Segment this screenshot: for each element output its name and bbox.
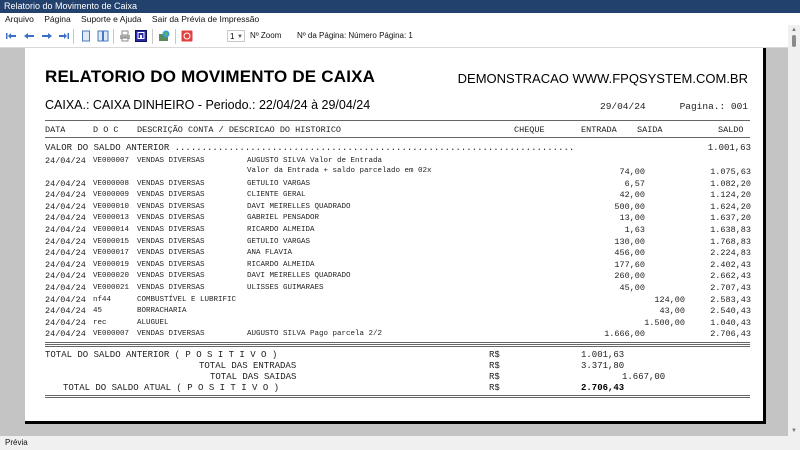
- page-number-label: Nº da Página: Número Página: 1: [297, 31, 413, 40]
- row-saldo: 2.224,83: [710, 248, 751, 259]
- row-doc: VE000007: [93, 330, 130, 339]
- row-date: 24/04/24: [45, 201, 86, 212]
- table-row: [25, 225, 766, 236]
- menu-sair-previa[interactable]: Sair da Prévia de Impressão: [151, 14, 260, 24]
- row-historico-line2: Valor da Entrada + saldo parcelado em 02x: [247, 167, 432, 175]
- prev-page-icon[interactable]: [23, 30, 35, 42]
- preview-viewport: [0, 48, 788, 436]
- table-row: [25, 156, 766, 177]
- table-row: [25, 329, 766, 340]
- row-entrada: 177,60: [614, 259, 645, 270]
- row-date: 24/04/24: [45, 283, 86, 293]
- toolbar-separator: [73, 29, 74, 44]
- row-saldo: 1.638,83: [710, 225, 751, 235]
- next-page-icon[interactable]: [41, 30, 53, 42]
- row-doc: rec: [93, 318, 107, 327]
- row-saldo: 1.075,63: [710, 167, 751, 177]
- row-conta: BORRACHARIA: [137, 307, 187, 316]
- table-row: [25, 271, 766, 282]
- toolbar-separator: [175, 29, 176, 44]
- row-doc: VE000014: [93, 226, 130, 234]
- row-entrada: 74,00: [619, 167, 645, 177]
- table-row: [25, 190, 766, 201]
- row-conta: VENDAS DIVERSAS: [137, 249, 205, 258]
- row-doc: VE000010: [93, 202, 130, 211]
- divider: [45, 137, 750, 138]
- row-historico: GETULIO VARGAS: [247, 179, 311, 188]
- row-saida: 124,00: [654, 294, 685, 305]
- last-page-icon[interactable]: [58, 30, 70, 42]
- table-row: [25, 295, 766, 306]
- row-historico: AUGUSTO SILVA Valor de Entrada: [247, 157, 383, 165]
- row-doc: VE000017: [93, 249, 130, 258]
- row-entrada: 260,00: [614, 271, 645, 282]
- row-date: 24/04/24: [45, 271, 86, 282]
- row-entrada: 456,00: [614, 248, 645, 259]
- two-pages-icon[interactable]: [97, 30, 109, 42]
- col-data: DATA: [45, 125, 66, 135]
- window-title: Relatorio do Movimento de Caixa: [0, 0, 800, 13]
- row-entrada: 500,00: [614, 201, 645, 212]
- row-doc: VE000008: [93, 179, 130, 188]
- report-title: RELATORIO DO MOVIMENTO DE CAIXA: [45, 67, 376, 86]
- row-doc: VE000021: [93, 284, 130, 292]
- menu-bar: [0, 13, 800, 25]
- scroll-down-icon[interactable]: ▼: [791, 428, 797, 434]
- row-date: 24/04/24: [45, 213, 86, 224]
- report-page-number: Pagina.: 001: [679, 101, 748, 112]
- row-historico: ULISSES GUIMARAES: [247, 284, 324, 292]
- report-date: 29/04/24: [600, 101, 646, 112]
- row-saldo: 2.706,43: [710, 329, 751, 340]
- col-entrada: ENTRADA: [581, 125, 617, 135]
- total-saidas-label: TOTAL DAS SAIDAS: [210, 372, 297, 382]
- row-conta: COMBUSTÍVEL E LUBRIFIC: [137, 295, 237, 304]
- row-doc: VE000020: [93, 272, 130, 281]
- row-doc: VE000015: [93, 237, 130, 246]
- row-conta: VENDAS DIVERSAS: [137, 260, 205, 269]
- row-historico: DAVI MEIRELLES QUADRADO: [247, 272, 351, 281]
- row-entrada: 45,00: [619, 283, 645, 293]
- menu-suporte[interactable]: Suporte e Ajuda: [81, 14, 142, 24]
- row-conta: VENDAS DIVERSAS: [137, 214, 205, 223]
- row-saldo: 1.082,20: [710, 178, 751, 189]
- row-historico: GETULIO VARGAS: [247, 237, 311, 246]
- total-anterior-label: TOTAL DO SALDO ANTERIOR ( P O S I T I V O ): [45, 350, 278, 360]
- row-saldo: 2.583,43: [710, 294, 751, 305]
- row-saldo: 2.540,43: [710, 306, 751, 317]
- col-cheque: CHEQUE: [514, 125, 545, 135]
- row-conta: VENDAS DIVERSAS: [137, 202, 205, 211]
- row-saldo: 2.707,43: [710, 283, 751, 293]
- close-icon[interactable]: [181, 30, 193, 42]
- print-icon[interactable]: [119, 30, 131, 42]
- col-saldo: SALDO: [718, 125, 744, 135]
- col-descricao: DESCRIÇÃO CONTA / DESCRICAO DO HISTORICO: [137, 125, 342, 135]
- row-entrada: 6,57: [624, 178, 645, 189]
- saldo-anterior-value: 1.001,63: [704, 143, 751, 153]
- row-saida: 43,00: [659, 306, 685, 317]
- scroll-thumb[interactable]: [792, 35, 796, 47]
- row-conta: VENDAS DIVERSAS: [137, 330, 205, 339]
- table-row: [25, 248, 766, 259]
- row-historico: AUGUSTO SILVA Pago parcela 2/2: [247, 330, 383, 339]
- row-historico: RICARDO ALMEIDA: [247, 260, 315, 269]
- divider: [45, 120, 750, 121]
- row-historico: ANA FLAVIA: [247, 249, 293, 258]
- row-date: 24/04/24: [45, 294, 86, 305]
- row-entrada: 1.666,00: [604, 329, 645, 340]
- status-bar: Prévia: [0, 436, 800, 450]
- table-row: [25, 318, 766, 329]
- col-doc: D O C: [93, 125, 119, 135]
- report-caixa-periodo: CAIXA.: CAIXA DINHEIRO - Periodo.: 22/04/24 à 29/04/24: [45, 98, 371, 112]
- zoom-label: Nº Zoom: [250, 31, 282, 40]
- row-doc: VE000019: [93, 260, 130, 269]
- row-date: 24/04/24: [45, 178, 86, 189]
- row-entrada: 13,00: [619, 213, 645, 224]
- row-doc: VE000013: [93, 214, 130, 223]
- row-historico: DAVI MEIRELLES QUADRADO: [247, 202, 351, 211]
- table-row: [25, 179, 766, 190]
- row-doc: VE000009: [93, 191, 130, 200]
- row-historico: CLIENTE GERAL: [247, 191, 306, 200]
- total-anterior-value: 1.001,63: [581, 350, 625, 360]
- row-historico: RICARDO ALMEIDA: [247, 226, 315, 234]
- total-entradas-value: 3.371,80: [581, 361, 625, 371]
- row-conta: VENDAS DIVERSAS: [137, 157, 205, 165]
- row-date: 24/04/24: [45, 259, 86, 270]
- menu-pagina[interactable]: Página: [44, 14, 71, 24]
- row-conta: ALUGUEL: [137, 318, 169, 327]
- total-atual-label: TOTAL DO SALDO ATUAL ( P O S I T I V O ): [63, 383, 280, 393]
- currency: R$: [489, 350, 500, 360]
- toolbar: [0, 25, 800, 48]
- first-page-icon[interactable]: [5, 30, 17, 42]
- row-date: 24/04/24: [45, 156, 86, 166]
- saldo-anterior-label: VALOR DO SALDO ANTERIOR ..........................................................................: [45, 143, 575, 153]
- toolbar-separator: [113, 29, 114, 44]
- currency: R$: [489, 361, 500, 371]
- row-date: 24/04/24: [45, 248, 86, 259]
- row-entrada: 42,00: [619, 190, 645, 201]
- row-conta: VENDAS DIVERSAS: [137, 272, 205, 281]
- row-saida: 1.500,00: [644, 317, 685, 328]
- row-doc: nf44: [93, 295, 112, 304]
- vertical-scrollbar[interactable]: [788, 25, 800, 436]
- row-saldo: 1.624,20: [710, 201, 751, 212]
- currency: R$: [489, 383, 500, 393]
- total-atual-value: 2.706,43: [581, 383, 625, 393]
- table-row: [25, 202, 766, 213]
- row-date: 24/04/24: [45, 329, 86, 340]
- divider: [45, 344, 750, 347]
- row-doc: 45: [93, 307, 103, 316]
- zoom-value: 1: [230, 32, 235, 41]
- row-saldo: 1.040,43: [710, 317, 751, 328]
- row-date: 24/04/24: [45, 225, 86, 235]
- table-row: [25, 213, 766, 224]
- row-entrada: 1,63: [624, 225, 645, 235]
- row-date: 24/04/24: [45, 236, 86, 247]
- export-icon[interactable]: [135, 30, 147, 42]
- row-conta: VENDAS DIVERSAS: [137, 237, 205, 246]
- row-conta: VENDAS DIVERSAS: [137, 284, 205, 292]
- report-page: [25, 48, 766, 424]
- row-saldo: 2.662,43: [710, 271, 751, 282]
- row-date: 24/04/24: [45, 317, 86, 328]
- row-conta: VENDAS DIVERSAS: [137, 226, 205, 234]
- row-entrada: 130,00: [614, 236, 645, 247]
- divider: [45, 395, 750, 398]
- row-conta: VENDAS DIVERSAS: [137, 191, 205, 200]
- col-saida: SAIDA: [637, 125, 663, 135]
- row-doc: VE000007: [93, 157, 130, 165]
- row-historico: GABRIEL PENSADOR: [247, 214, 320, 223]
- row-saldo: 1.124,20: [710, 190, 751, 201]
- email-icon[interactable]: [158, 30, 170, 42]
- currency: R$: [489, 372, 500, 382]
- row-conta: VENDAS DIVERSAS: [137, 179, 205, 188]
- table-row: [25, 260, 766, 271]
- chevron-down-icon: ▼: [237, 34, 243, 40]
- scroll-up-icon[interactable]: ▲: [791, 27, 797, 33]
- menu-arquivo[interactable]: Arquivo: [5, 14, 34, 24]
- zoom-select[interactable]: [227, 30, 245, 42]
- total-saidas-value: 1.667,00: [622, 372, 666, 382]
- saldo-anterior-row: [25, 143, 766, 154]
- row-saldo: 1.768,83: [710, 236, 751, 247]
- total-entradas-label: TOTAL DAS ENTRADAS: [199, 361, 297, 371]
- single-page-icon[interactable]: [80, 30, 92, 42]
- toolbar-separator: [152, 29, 153, 44]
- divider: [45, 342, 750, 343]
- row-saldo: 2.402,43: [710, 259, 751, 270]
- table-row: [25, 237, 766, 248]
- table-row: [25, 283, 766, 294]
- row-saldo: 1.637,20: [710, 213, 751, 224]
- row-date: 24/04/24: [45, 306, 86, 317]
- table-row: [25, 306, 766, 317]
- report-demo-banner: DEMONSTRACAO WWW.FPQSYSTEM.COM.BR: [457, 71, 748, 86]
- row-date: 24/04/24: [45, 190, 86, 201]
